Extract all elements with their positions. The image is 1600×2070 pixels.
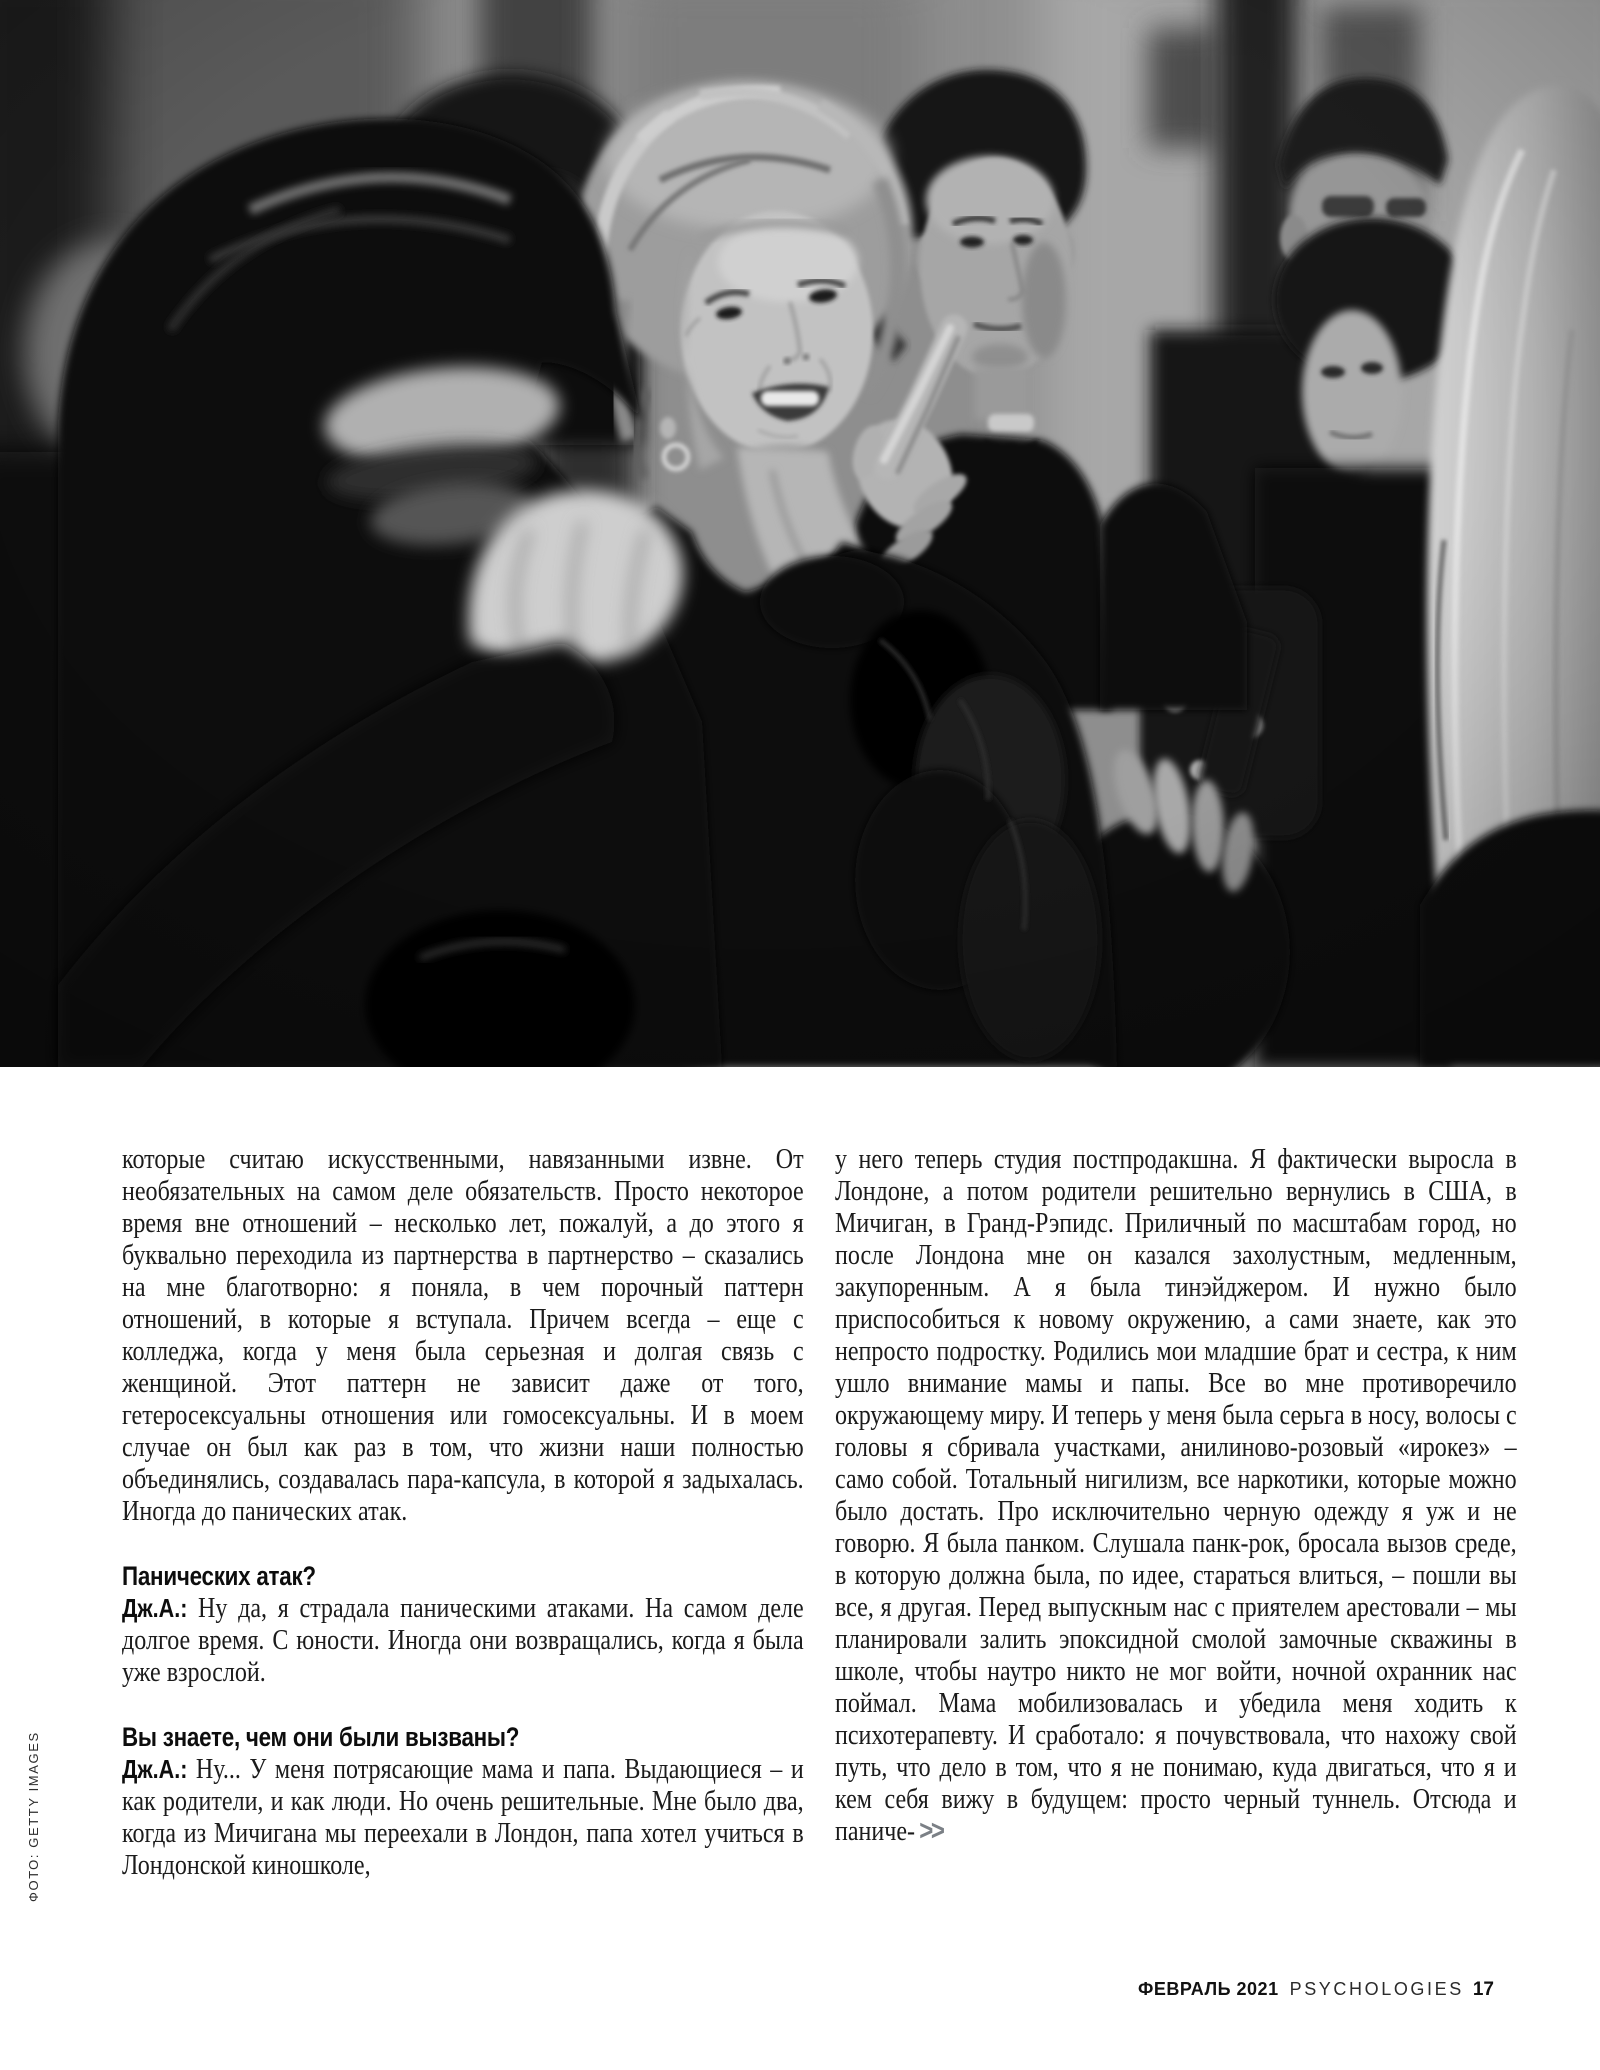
interview-question: Панических атак?	[122, 1561, 316, 1591]
interview-question: Вы знаете, чем они были вызваны?	[122, 1722, 520, 1752]
interview-answer: Дж.А.: Ну... У меня потрясающие мама и папа. Выдающиеся – и как родители, и как люди. Но очень решительные. Мне было два, когда из Мичигана мы переехали в Лондон, папа хотел учиться в Лондонской киношколе,	[122, 1753, 804, 1881]
article-column-right	[835, 1143, 1517, 1847]
article-column-right-text	[835, 1143, 1517, 1847]
speaker-initials: Дж.А.:	[122, 1754, 196, 1784]
interview-answer: Дж.А.: Ну да, я страдала паническими атаками. На самом деле долгое время. С юности. Иногда они возвращались, когда я была уже взрослой.	[122, 1592, 804, 1688]
photo-credit: ФОТО: GETTY IMAGES	[26, 1731, 41, 1902]
article-column-left	[122, 1143, 804, 1881]
continuation-marker: >>	[915, 1815, 943, 1847]
article-paragraph: которые считаю искусственными, навязанными извне. От необязательных на самом деле обязательств. Просто некоторое время вне отношений – несколько лет, пожалуй, а до этого я буквально переходила из партнерства в партнерство – сказались на мне благотворно: я поняла, в чем порочный паттерн отношений, в которые я вступала. Причем всегда – еще с колледжа, когда у меня была серьезная и долгая связь с женщиной. Этот паттерн не зависит даже от того, гетеросексуальны отношения или гомосексуальны. И в моем случае он был как раз в том, что жизни наши полностью объединялись, создавалась пара-капсула, в которой я задыхалась. Иногда до панических атак.	[122, 1143, 804, 1527]
footer-magazine-name: PSYCHOLOGIES	[1289, 1979, 1464, 1999]
speaker-initials: Дж.А.:	[122, 1593, 199, 1623]
article-paragraph: у него теперь студия постпродакшна. Я фактически выросла в Лондоне, а потом родители решительно вернулись в США, в Мичиган, в Гранд-Рэпидс. Приличный по масштабам город, но после Лондона мне он казался захолустным, медленным, закупоренным. А я была тинэйджером. И нужно было приспособиться к новому окружению, а сами знаете, как это непросто подростку. Родились мои младшие брат и сестра, к ним ушло внимание мамы и папы. Все во мне противоречило окружающему миру. И теперь у меня была серьга в носу, волосы с головы я сбривала участками, анилиново-розовый «ирокез» – само собой. Тотальный нигилизм, все наркотики, которые можно было достать. Про исключительно черную одежду я уж и не говорю. Я была панком. Слушала панк-рок, бросала вызов среде, в которую должна была, по идее, стараться влиться, – пошли вы все, я другая. Перед выпускным нас с приятелем арестовали – мы планировали залить эпоксидной смолой замочные скважины в школе, чтобы наутро никто не мог войти, ночной охранник нас поймал. Мама мобилизовалась и убедила меня ходить к психотерапевту. И сработало: я почувствовала, что нахожу свой путь, что дело в том, что я не понимаю, куда двигаться, что я и кем себя вижу в будущем: просто черный туннель. Отсюда и паниче- >>	[835, 1143, 1517, 1847]
page-footer	[1138, 1979, 1494, 2001]
article-column-left-text	[122, 1143, 804, 1881]
footer-issue-date: ФЕВРАЛЬ 2021	[1137, 1979, 1279, 1999]
footer-page-number: 17	[1472, 1979, 1494, 2000]
